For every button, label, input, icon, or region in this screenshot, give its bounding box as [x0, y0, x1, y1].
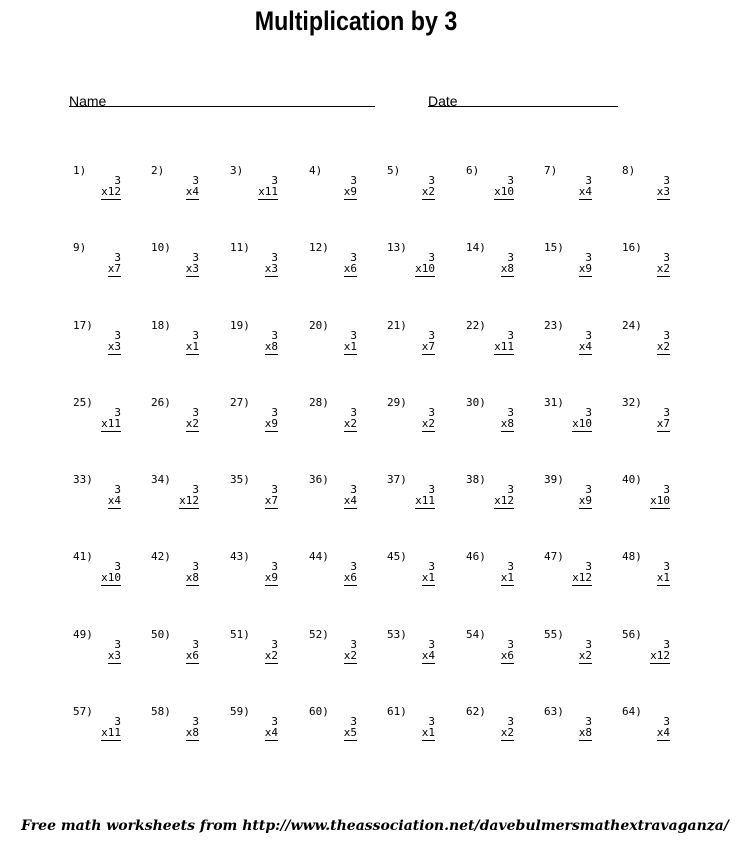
multiplier: x4: [578, 340, 592, 353]
problem-57: [73, 706, 121, 742]
name-label: Name: [69, 93, 107, 109]
problem-50: [151, 629, 199, 665]
problem-number: 37): [387, 473, 407, 486]
problem-number: 38): [466, 473, 486, 486]
problem-26: [151, 397, 199, 433]
problem-number: 13): [387, 241, 407, 254]
multiplier: x2: [656, 340, 670, 353]
problem-9: [73, 242, 121, 278]
multiplicand: 3: [350, 174, 357, 187]
problem-54: [466, 629, 514, 665]
problem-44: [309, 551, 357, 587]
multiplicand: 3: [350, 251, 357, 264]
problem-53: [387, 629, 435, 665]
multiplier: x3: [264, 262, 278, 275]
multiplier: x10: [494, 185, 514, 198]
problem-21: [387, 320, 435, 356]
multiplicand: 3: [271, 174, 278, 187]
multiplicand: 3: [271, 251, 278, 264]
problem-1: [73, 165, 121, 201]
problem-62: [466, 706, 514, 742]
multiplicand: 3: [114, 406, 121, 419]
problem-number: 60): [309, 705, 329, 718]
problem-59: [230, 706, 278, 742]
multiplicand: 3: [585, 483, 592, 496]
problem-number: 10): [151, 241, 171, 254]
multiplier: x10: [415, 262, 435, 275]
multiplicand: 3: [114, 638, 121, 651]
problem-number: 25): [73, 396, 93, 409]
multiplier: x4: [107, 494, 121, 507]
problem-64: [622, 706, 670, 742]
multiplicand: 3: [585, 560, 592, 573]
multiplier: x4: [656, 726, 670, 739]
problem-number: 45): [387, 550, 407, 563]
problem-number: 61): [387, 705, 407, 718]
multiplicand: 3: [192, 638, 199, 651]
problem-number: 23): [544, 319, 564, 332]
problem-number: 59): [230, 705, 250, 718]
problem-number: 63): [544, 705, 564, 718]
multiplicand: 3: [585, 638, 592, 651]
problem-3: [230, 165, 278, 201]
problem-32: [622, 397, 670, 433]
multiplier: x1: [656, 571, 670, 584]
multiplicand: 3: [507, 174, 514, 187]
multiplier: x4: [578, 185, 592, 198]
multiplier: x1: [421, 571, 435, 584]
multiplicand: 3: [663, 560, 670, 573]
problem-number: 4): [309, 164, 323, 177]
multiplier: x10: [572, 417, 592, 430]
problem-23: [544, 320, 592, 356]
multiplier: x9: [343, 185, 357, 198]
multiplier: x4: [343, 494, 357, 507]
problem-4: [309, 165, 357, 201]
multiplier: x9: [264, 417, 278, 430]
problem-number: 22): [466, 319, 486, 332]
multiplier: x3: [107, 649, 121, 662]
problem-number: 3): [230, 164, 244, 177]
problem-number: 53): [387, 628, 407, 641]
problem-11: [230, 242, 278, 278]
problem-17: [73, 320, 121, 356]
multiplier: x6: [343, 571, 357, 584]
problem-49: [73, 629, 121, 665]
problem-number: 5): [387, 164, 401, 177]
problem-12: [309, 242, 357, 278]
multiplicand: 3: [663, 174, 670, 187]
multiplicand: 3: [428, 638, 435, 651]
problem-41: [73, 551, 121, 587]
problem-31: [544, 397, 592, 433]
problem-number: 54): [466, 628, 486, 641]
multiplicand: 3: [114, 174, 121, 187]
problem-number: 49): [73, 628, 93, 641]
problem-52: [309, 629, 357, 665]
problem-27: [230, 397, 278, 433]
multiplicand: 3: [192, 251, 199, 264]
problem-7: [544, 165, 592, 201]
multiplier: x2: [421, 185, 435, 198]
multiplier: x1: [343, 340, 357, 353]
problem-number: 27): [230, 396, 250, 409]
multiplicand: 3: [663, 329, 670, 342]
problem-number: 57): [73, 705, 93, 718]
multiplicand: 3: [350, 560, 357, 573]
multiplier: x1: [421, 726, 435, 739]
problem-45: [387, 551, 435, 587]
multiplicand: 3: [428, 174, 435, 187]
multiplier: x2: [656, 262, 670, 275]
multiplicand: 3: [271, 715, 278, 728]
problem-number: 32): [622, 396, 642, 409]
multiplier: x6: [185, 649, 199, 662]
problem-number: 20): [309, 319, 329, 332]
multiplicand: 3: [192, 715, 199, 728]
multiplier: x11: [415, 494, 435, 507]
multiplicand: 3: [663, 406, 670, 419]
problem-number: 51): [230, 628, 250, 641]
multiplier: x9: [578, 262, 592, 275]
multiplicand: 3: [507, 560, 514, 573]
multiplier: x8: [185, 726, 199, 739]
problem-16: [622, 242, 670, 278]
problem-number: 36): [309, 473, 329, 486]
problem-25: [73, 397, 121, 433]
multiplier: x7: [107, 262, 121, 275]
date-label: Date: [428, 93, 458, 109]
multiplicand: 3: [663, 251, 670, 264]
multiplier: x9: [264, 571, 278, 584]
problem-number: 8): [622, 164, 636, 177]
multiplicand: 3: [271, 406, 278, 419]
multiplicand: 3: [114, 715, 121, 728]
multiplicand: 3: [428, 251, 435, 264]
multiplicand: 3: [507, 329, 514, 342]
problem-number: 15): [544, 241, 564, 254]
multiplicand: 3: [192, 174, 199, 187]
multiplicand: 3: [428, 329, 435, 342]
multiplicand: 3: [428, 406, 435, 419]
multiplicand: 3: [271, 329, 278, 342]
multiplicand: 3: [350, 406, 357, 419]
problem-18: [151, 320, 199, 356]
multiplier: x3: [656, 185, 670, 198]
problem-30: [466, 397, 514, 433]
problem-number: 26): [151, 396, 171, 409]
multiplicand: 3: [507, 483, 514, 496]
multiplier: x8: [578, 726, 592, 739]
problem-61: [387, 706, 435, 742]
multiplier: x5: [343, 726, 357, 739]
multiplicand: 3: [663, 638, 670, 651]
multiplicand: 3: [585, 406, 592, 419]
problem-number: 47): [544, 550, 564, 563]
problem-40: [622, 474, 670, 510]
problem-48: [622, 551, 670, 587]
multiplicand: 3: [428, 715, 435, 728]
problem-number: 16): [622, 241, 642, 254]
problem-34: [151, 474, 199, 510]
multiplier: x2: [264, 649, 278, 662]
multiplicand: 3: [271, 560, 278, 573]
problem-number: 18): [151, 319, 171, 332]
name-field[interactable]: [69, 93, 375, 107]
problem-number: 64): [622, 705, 642, 718]
multiplier: x4: [264, 726, 278, 739]
multiplicand: 3: [114, 329, 121, 342]
multiplicand: 3: [507, 251, 514, 264]
problem-number: 50): [151, 628, 171, 641]
problem-6: [466, 165, 514, 201]
multiplicand: 3: [192, 560, 199, 573]
multiplicand: 3: [585, 715, 592, 728]
problem-43: [230, 551, 278, 587]
problem-8: [622, 165, 670, 201]
multiplier: x6: [500, 649, 514, 662]
problem-number: 28): [309, 396, 329, 409]
multiplicand: 3: [350, 715, 357, 728]
multiplier: x4: [185, 185, 199, 198]
multiplicand: 3: [350, 483, 357, 496]
problem-number: 29): [387, 396, 407, 409]
multiplier: x8: [500, 417, 514, 430]
multiplier: x2: [578, 649, 592, 662]
date-field[interactable]: [428, 93, 618, 107]
multiplier: x12: [494, 494, 514, 507]
multiplier: x11: [101, 726, 121, 739]
multiplicand: 3: [192, 329, 199, 342]
problem-39: [544, 474, 592, 510]
problem-number: 62): [466, 705, 486, 718]
problem-36: [309, 474, 357, 510]
multiplicand: 3: [585, 329, 592, 342]
multiplier: x2: [343, 649, 357, 662]
multiplier: x3: [107, 340, 121, 353]
problem-35: [230, 474, 278, 510]
problem-number: 39): [544, 473, 564, 486]
problem-15: [544, 242, 592, 278]
problem-42: [151, 551, 199, 587]
problem-60: [309, 706, 357, 742]
problem-5: [387, 165, 435, 201]
problem-number: 35): [230, 473, 250, 486]
problem-28: [309, 397, 357, 433]
multiplicand: 3: [350, 638, 357, 651]
multiplicand: 3: [114, 483, 121, 496]
multiplicand: 3: [428, 560, 435, 573]
problem-29: [387, 397, 435, 433]
multiplicand: 3: [663, 483, 670, 496]
problem-47: [544, 551, 592, 587]
multiplier: x8: [500, 262, 514, 275]
multiplicand: 3: [507, 638, 514, 651]
multiplicand: 3: [192, 406, 199, 419]
problem-number: 44): [309, 550, 329, 563]
problem-number: 12): [309, 241, 329, 254]
problem-58: [151, 706, 199, 742]
problem-number: 48): [622, 550, 642, 563]
multiplier: x6: [343, 262, 357, 275]
problem-10: [151, 242, 199, 278]
multiplier: x12: [179, 494, 199, 507]
multiplier: x2: [185, 417, 199, 430]
multiplier: x7: [421, 340, 435, 353]
multiplier: x11: [258, 185, 278, 198]
multiplier: x8: [185, 571, 199, 584]
problem-number: 14): [466, 241, 486, 254]
problem-number: 42): [151, 550, 171, 563]
multiplier: x12: [101, 185, 121, 198]
multiplier: x1: [185, 340, 199, 353]
problem-number: 7): [544, 164, 558, 177]
problem-number: 41): [73, 550, 93, 563]
problem-number: 17): [73, 319, 93, 332]
worksheet-title: Multiplication by 3: [254, 6, 458, 36]
multiplier: x9: [578, 494, 592, 507]
multiplier: x11: [101, 417, 121, 430]
multiplier: x4: [421, 649, 435, 662]
problem-number: 34): [151, 473, 171, 486]
multiplier: x10: [650, 494, 670, 507]
problem-number: 40): [622, 473, 642, 486]
multiplier: x8: [264, 340, 278, 353]
problem-13: [387, 242, 435, 278]
problem-number: 30): [466, 396, 486, 409]
multiplicand: 3: [271, 638, 278, 651]
multiplier: x3: [185, 262, 199, 275]
problem-number: 2): [151, 164, 165, 177]
problem-63: [544, 706, 592, 742]
problem-24: [622, 320, 670, 356]
problem-33: [73, 474, 121, 510]
multiplicand: 3: [350, 329, 357, 342]
problem-number: 55): [544, 628, 564, 641]
problem-14: [466, 242, 514, 278]
multiplicand: 3: [271, 483, 278, 496]
multiplicand: 3: [114, 251, 121, 264]
problem-38: [466, 474, 514, 510]
multiplier: x2: [500, 726, 514, 739]
multiplicand: 3: [192, 483, 199, 496]
problem-number: 9): [73, 241, 87, 254]
footer-credit: Free math worksheets from http://www.theassociation.net/davebulmersmathextravaganza/: [21, 818, 729, 834]
problem-number: 11): [230, 241, 250, 254]
problem-number: 33): [73, 473, 93, 486]
problem-55: [544, 629, 592, 665]
problem-number: 46): [466, 550, 486, 563]
multiplier: x1: [500, 571, 514, 584]
problem-19: [230, 320, 278, 356]
problem-37: [387, 474, 435, 510]
multiplicand: 3: [585, 174, 592, 187]
problem-number: 31): [544, 396, 564, 409]
problem-number: 43): [230, 550, 250, 563]
multiplier: x12: [572, 571, 592, 584]
problem-number: 1): [73, 164, 87, 177]
multiplicand: 3: [114, 560, 121, 573]
multiplier: x7: [656, 417, 670, 430]
problem-22: [466, 320, 514, 356]
multiplier: x2: [343, 417, 357, 430]
problem-number: 56): [622, 628, 642, 641]
problem-46: [466, 551, 514, 587]
problem-number: 52): [309, 628, 329, 641]
problem-number: 58): [151, 705, 171, 718]
multiplier: x2: [421, 417, 435, 430]
multiplicand: 3: [428, 483, 435, 496]
multiplicand: 3: [507, 406, 514, 419]
problem-number: 24): [622, 319, 642, 332]
multiplier: x10: [101, 571, 121, 584]
problem-56: [622, 629, 670, 665]
multiplicand: 3: [585, 251, 592, 264]
multiplicand: 3: [507, 715, 514, 728]
problem-20: [309, 320, 357, 356]
problem-51: [230, 629, 278, 665]
problem-number: 21): [387, 319, 407, 332]
multiplier: x12: [650, 649, 670, 662]
multiplier: x11: [494, 340, 514, 353]
problem-number: 19): [230, 319, 250, 332]
problem-2: [151, 165, 199, 201]
multiplier: x7: [264, 494, 278, 507]
problem-number: 6): [466, 164, 480, 177]
multiplicand: 3: [663, 715, 670, 728]
